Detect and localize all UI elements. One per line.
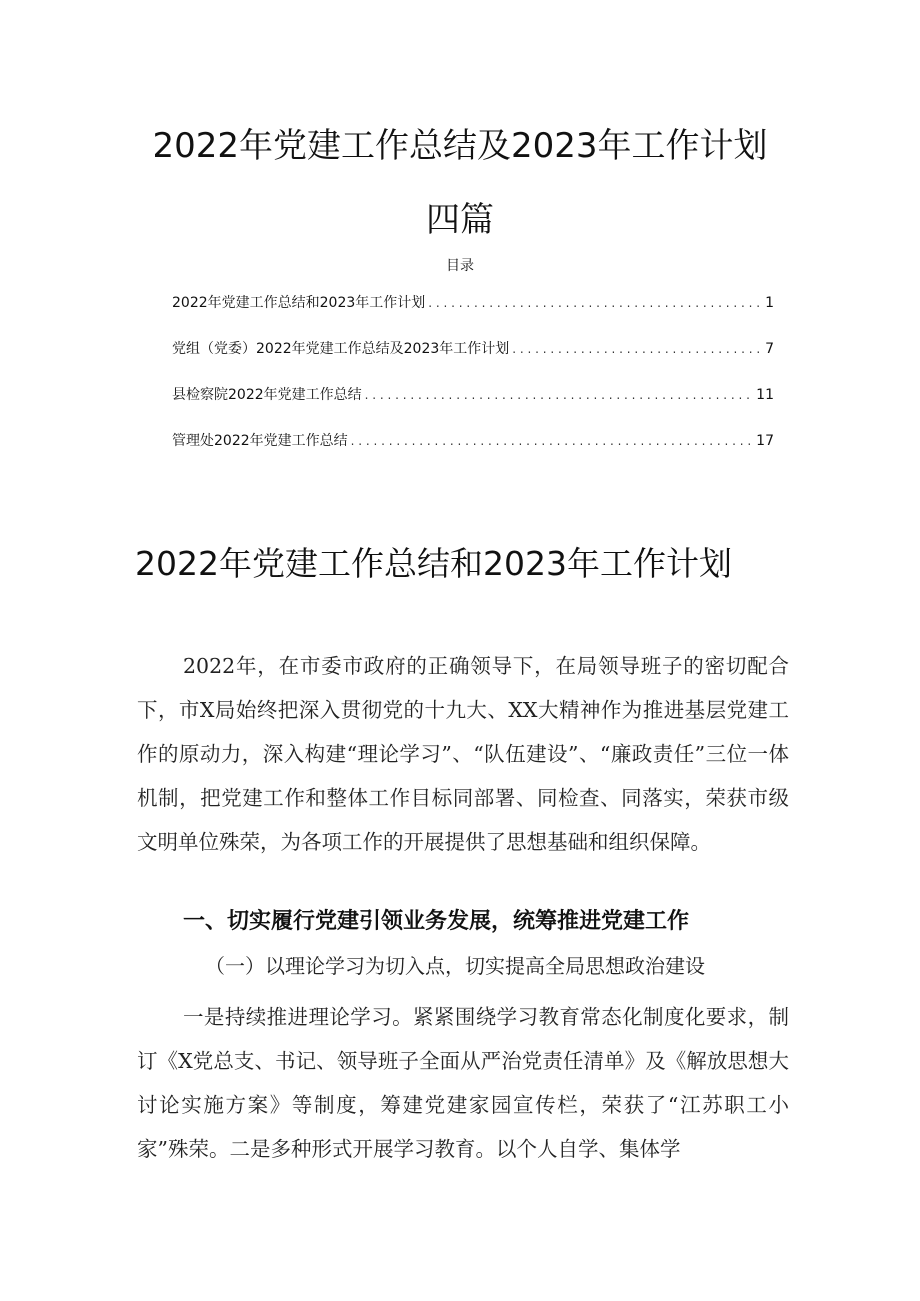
body-paragraph: 一是持续推进理论学习。紧紧围绕学习教育常态化制度化要求，制订《X党总支、书记、领导班子全面从严治党责任清单》及《解放思想大讨论实施方案》等制度，筹建党建家园宣传栏，荣获了“江苏职工小家”殊荣。二是多种形式开展学习教育。以个人自学、集体学 — [137, 1005, 789, 1161]
toc-heading: 目录 — [446, 258, 474, 274]
toc-leader-dots — [365, 388, 754, 402]
toc-entry[interactable] — [172, 430, 774, 476]
body-paragraph: 2022年，在市委市政府的正确领导下，在局领导班子的密切配合下，市X局始终把深入贯彻党的十九大、XX大精神作为推进基层党建工作的原动力，深入构建“理论学习”、“队伍建设”、“廉政责任”三位一体机制，把党建工作和整体工作目标同部署、同检查、同落实，荣获市级文明单位殊荣，为各项工作的开展提供了思想基础和组织保障。 — [137, 654, 789, 854]
toc-entry-page: 7 — [765, 341, 774, 357]
toc-leader-dots — [512, 342, 762, 356]
document-title-line1: 2022年党建工作总结及2023年工作计划 — [152, 126, 768, 166]
toc-entry[interactable] — [172, 292, 774, 338]
section-heading-level2: （一）以理论学习为切入点，切实提高全局思想政治建设 — [205, 954, 705, 978]
toc-leader-dots — [351, 434, 754, 448]
toc-entry-text: 县检察院2022年党建工作总结 — [172, 387, 362, 403]
section-title: 2022年党建工作总结和2023年工作计划 — [135, 544, 732, 583]
toc-entry-page: 11 — [756, 387, 774, 403]
toc-entry[interactable] — [172, 384, 774, 430]
toc-entry-text: 2022年党建工作总结和2023年工作计划 — [172, 295, 426, 311]
document-title-line2: 四篇 — [426, 200, 494, 240]
toc-entry[interactable] — [172, 338, 774, 384]
toc-entry-text: 党组（党委）2022年党建工作总结及2023年工作计划 — [172, 341, 510, 357]
toc-entry-page: 1 — [765, 295, 774, 311]
toc-leader-dots — [428, 296, 762, 310]
table-of-contents — [172, 292, 774, 476]
toc-entry-page: 17 — [756, 433, 774, 449]
section-heading-level1: 一、切实履行党建引领业务发展，统筹推进党建工作 — [183, 909, 690, 934]
toc-entry-text: 管理处2022年党建工作总结 — [172, 433, 348, 449]
